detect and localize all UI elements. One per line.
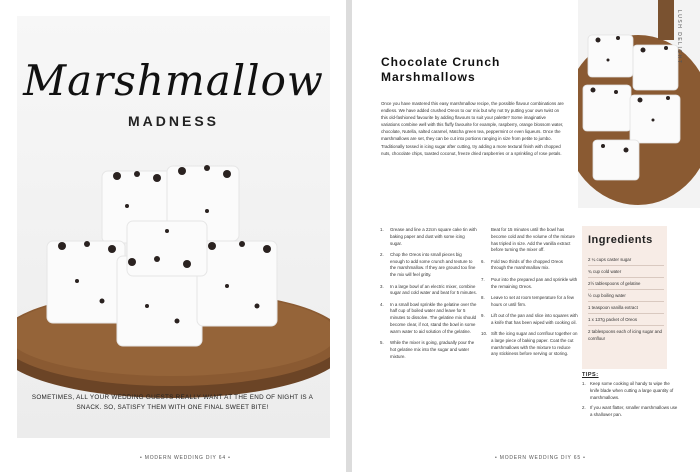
tip-item — [582, 381, 680, 401]
ingredients-list — [588, 254, 664, 344]
method-step — [481, 313, 578, 327]
method-step — [380, 227, 477, 247]
step-number: 6. — [481, 258, 485, 264]
step-text: Fold two thirds of the chopped Oreos through the marshmallow mix. — [491, 258, 563, 271]
step-text: Leave to set at room temperature for a few hours or until firm. — [491, 294, 574, 307]
tip-number: 2. — [582, 405, 586, 411]
step-number: 3. — [380, 283, 384, 289]
left-page — [0, 0, 346, 472]
method-step — [481, 259, 578, 273]
step-text: Beat for 15 minutes until the bowl has become cold and the volume of the mixture has tripled in size. Add the vanilla extract before turning the mixer off. — [491, 227, 575, 253]
tip-item — [582, 405, 680, 419]
tip-number: 1. — [582, 381, 586, 386]
title-script: Marshmallow — [23, 56, 324, 105]
ingredient-item: ½ cup boiling water — [588, 290, 664, 302]
recipe-title: Chocolate Crunch Marshmallows — [381, 55, 501, 84]
step-number: 5. — [380, 340, 384, 346]
method-step — [481, 277, 578, 291]
method-step — [380, 340, 477, 360]
right-footer: • MODERN WEDDING DIY 65 • — [495, 455, 586, 461]
step-text: In a large bowl of an electric mixer, combine sugar and cold water and beat for 5 minutes. — [390, 283, 477, 296]
tips-title: TIPS: — [582, 372, 599, 378]
method-step — [481, 227, 578, 254]
side-label: LUSH DELIGHT — [676, 10, 682, 65]
title-sub: MADNESS — [127, 113, 219, 129]
step-text: In a small bowl sprinkle the gelatine over the half cup of boiled water and leave for 5 minutes to dissolve. The gelatine mix should become clear, if not, stand the bowl in some warm water to aid solution of the gelatine. — [390, 301, 477, 334]
step-text: Lift out of the pan and slice into squares with a knife that has been wiped with cooking oil. — [491, 312, 578, 325]
marshmallow-photo — [17, 16, 330, 438]
step-number: 1. — [380, 227, 384, 232]
ingredient-item: 1 x 137g packet of Oreos — [588, 314, 664, 326]
ingredient-item: ¾ cup cold water — [588, 266, 664, 278]
method-steps-col1 — [380, 227, 477, 365]
method-step — [481, 331, 578, 358]
step-number: 4. — [380, 301, 384, 307]
ingredient-item: 2 ¼ cups caster sugar — [588, 254, 664, 266]
ingredient-item: 1 teaspoon vanilla extract — [588, 302, 664, 314]
step-text: Chop the Oreos into small pieces big enough to add some crunch and texture to the marshmallow. If they are ground too fine the mix will feel gritty. — [390, 251, 476, 278]
step-number: 2. — [380, 251, 384, 257]
step-text: Pour into the prepared pan and sprinkle with the remaining Oreos. — [491, 276, 578, 289]
step-number: 9. — [481, 312, 485, 318]
method-step — [380, 252, 477, 279]
ingredients-box — [582, 226, 667, 369]
tip-text: Keep some cooking oil handy to wipe the knife blade when cutting a large quantity of marshmallows. — [590, 381, 674, 400]
step-text: Grease and line a 22cm square cake tin with baking paper and dust with some icing sugar. — [390, 227, 477, 246]
step-number: 10. — [481, 331, 488, 337]
ingredient-item: 2 tablespoons each of icing sugar and cornflour — [588, 329, 662, 341]
method-step — [380, 284, 477, 298]
recipe-intro: Once you have mastered this easy marshmallow recipe, the possible flavour combinations are endless. We have added crushed Oreos to our mix but why not try putting your own twist on this old-fashioned favourite by adding flavours to suit your palette? Some imaginative variations combine well with this fluffy favourite for example, raspberry, orange blossom water, chocolate, Nutella, salted caramel, Matcha green tea, peppermint or even liqueurs. Once the marshmallows are set, they can be cut into portions ranging in size from petite to jumbo. Traditionally tossed in icing sugar after cutting, try adding a more textural finish with chopped nuts, chocolate chips, toasted coconut, freeze dried raspberries or a sprinkling of rose petals. — [381, 101, 564, 156]
tips-list — [582, 381, 680, 423]
method-steps-col2 — [481, 227, 578, 363]
photo-caption: SOMETIMES, ALL YOUR WEDDING GUESTS REALLY WANT AT THE END OF NIGHT IS A SNACK. SO, SATISFY THEM WITH ONE FINAL SWEET BITE! — [31, 394, 314, 411]
left-footer: • MODERN WEDDING DIY 64 • — [140, 455, 231, 461]
step-text: Sift the icing sugar and cornflour together on a large piece of baking paper. Coat the cut marshmallows with the mixture to reduce any stickiness before serving or storing. — [491, 331, 578, 357]
tip-text: If you want flatter, smaller marshmallows use a shallower pan. — [590, 405, 678, 418]
step-text: While the mixer is going, gradually pour the hot gelatine mix into the sugar and water mixture. — [390, 340, 475, 359]
ingredient-item: 2½ tablespoons of gelatine — [588, 278, 664, 290]
step-number: 8. — [481, 294, 485, 300]
ingredients-title: Ingredients — [588, 234, 653, 246]
step-number: 7. — [481, 276, 485, 282]
method-step — [380, 302, 477, 336]
method-step — [481, 295, 578, 309]
